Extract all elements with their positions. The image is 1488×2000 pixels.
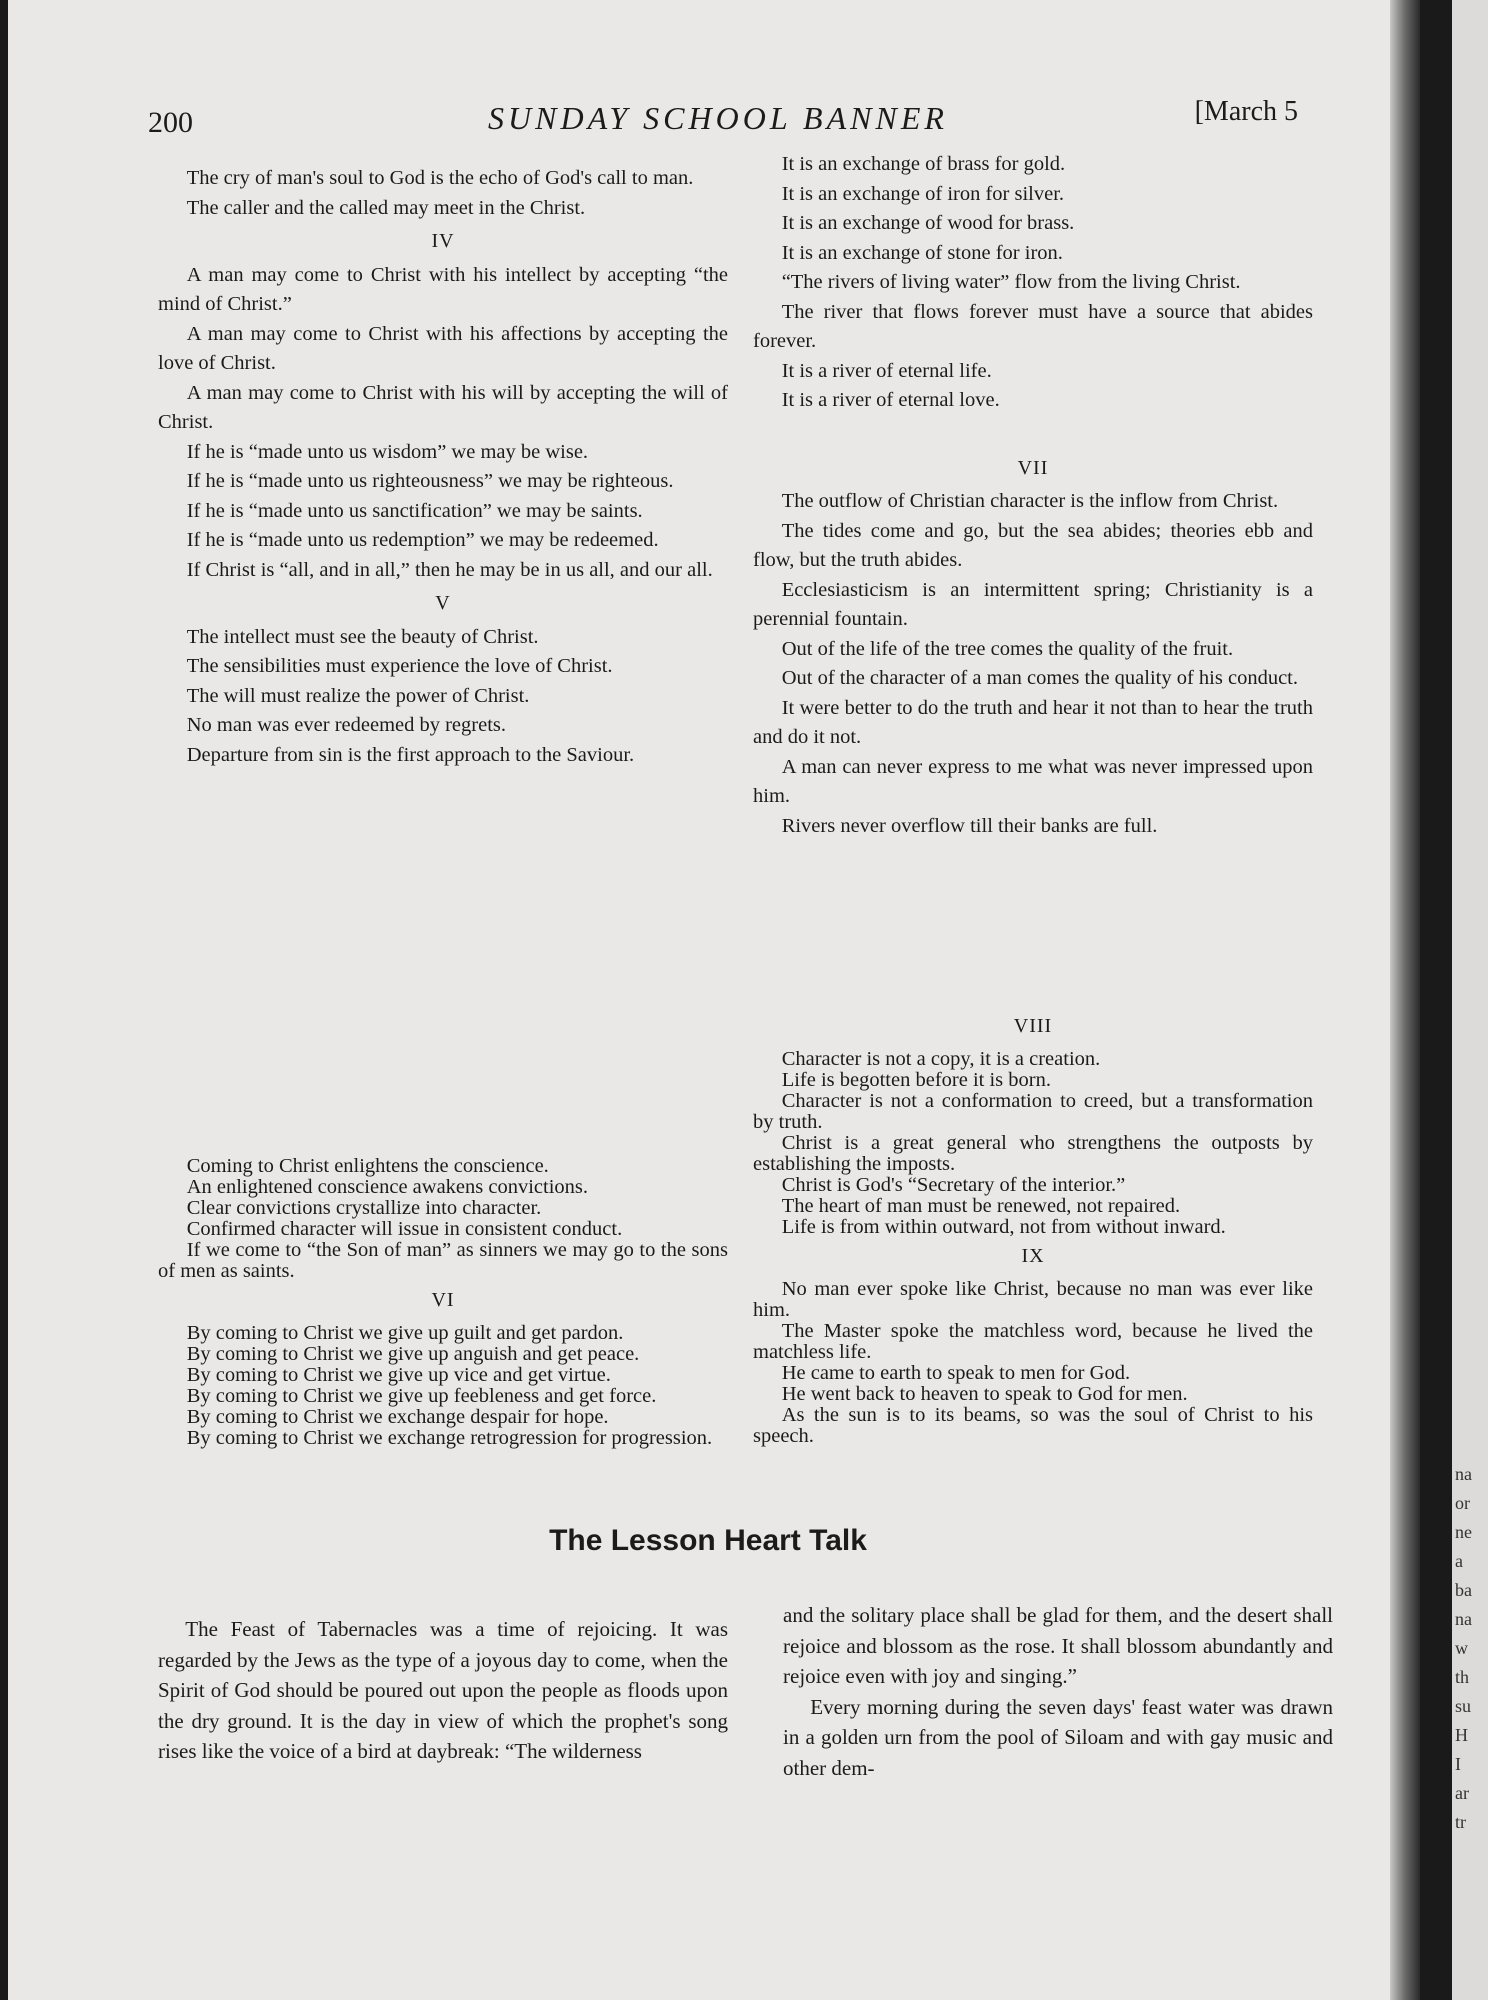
paragraph: Rivers never overflow till their banks are full. [781,814,1158,837]
paragraph: No man was ever redeemed by regrets. [186,714,507,736]
paragraph: The caller and the called may meet in the Christ. [186,196,586,219]
paragraph: The Master spoke the matchless word, because he lived the matchless life. [753,1320,1313,1363]
text-fragment: or [1455,1493,1470,1513]
left-column-upper [158,164,728,770]
section-heading-iv: IV [431,230,455,252]
paragraph: If he is “made unto us wisdom” we may be wise. [186,440,589,463]
page-number: 200 [148,106,193,139]
paragraph: If Christ is “all, and in all,” then he may be in us all, and our all. [186,558,713,581]
paragraph: The Feast of Tabernacles was a time of rejoicing. It was regarded by the Jews as the type of a joyous day to come, when the Spirit of God should be poured out upon the people as floods upon the dry ground. It is the day in view of which the prophet's song rises like the voice of a bird at daybreak: “The wilderness [158,1617,728,1763]
text-fragment: ar [1455,1783,1469,1803]
paragraph: Out of the life of the tree comes the quality of the fruit. [781,637,1234,660]
text-fragment: H [1455,1725,1468,1745]
paragraph: He came to earth to speak to men for God. [781,1362,1131,1384]
paragraph: By coming to Christ we give up anguish and get peace. [186,1343,640,1365]
right-column-upper [753,150,1313,841]
journal-title: SUNDAY SCHOOL BANNER [488,100,948,136]
paragraph: If we come to “the Son of man” as sinners we may go to the sons of men as saints. [158,1239,728,1282]
text-fragment: a [1455,1551,1463,1571]
paragraph: By coming to Christ we give up guilt and get pardon. [186,1322,624,1344]
paragraph: Christ is a great general who strengthens the outposts by establishing the imposts. [753,1132,1313,1175]
text-fragment: su [1455,1696,1472,1716]
section-title: The Lesson Heart Talk [549,1524,867,1557]
paragraph: Confirmed character will issue in consistent conduct. [186,1218,623,1240]
book-gutter [1390,0,1420,2000]
issue-date: [March 5 [1194,96,1298,127]
paragraph: Out of the character of a man comes the quality of his conduct. [781,667,1298,689]
section-heading-viii: VIII [1013,1015,1053,1037]
paragraph: Character is not a conformation to creed, but a transformation by truth. [753,1090,1313,1133]
section-heading-ix: IX [1021,1245,1045,1267]
paragraph: By coming to Christ we give up vice and get virtue. [186,1364,611,1386]
paragraph: It is a river of eternal love. [781,389,1000,411]
paragraph: The sensibilities must experience the love of Christ. [186,655,613,677]
paragraph: The heart of man must be renewed, not repaired. [781,1195,1181,1217]
paragraph: If he is “made unto us sanctification” we may be saints. [186,499,643,522]
text-fragment: na [1455,1464,1472,1484]
paragraph: It is an exchange of wood for brass. [781,212,1075,234]
paragraph: Clear convictions crystallize into character. [186,1197,542,1219]
paragraph: The cry of man's soul to God is the echo of God's call to man. [186,167,694,189]
paragraph: The intellect must see the beauty of Christ. [186,625,539,648]
paragraph: and the solitary place shall be glad for them, and the desert shall rejoice and blossom as the rose. It shall blossom abundantly and rejoice even with joy and singing.” [783,1603,1333,1688]
paragraph: If he is “made unto us righteousness” we may be righteous. [186,470,674,492]
text-fragment: na [1455,1609,1472,1629]
paragraph: Ecclesiasticism is an intermittent spring; Christianity is a perennial fountain. [753,578,1313,630]
paragraph: A man may come to Christ with his intellect by accepting “the mind of Christ.” [158,263,728,315]
text-fragment: th [1455,1667,1470,1687]
text-fragment: I [1455,1754,1461,1774]
paragraph: An enlightened conscience awakens convictions. [186,1176,589,1198]
text-fragment: w [1455,1638,1468,1658]
paragraph: “The rivers of living water” flow from the living Christ. [781,271,1241,293]
heart-talk-right-column [783,1600,1333,1783]
paragraph: It is an exchange of brass for gold. [781,153,1066,175]
paragraph: Life is from within outward, not from without inward. [781,1216,1226,1238]
section-heading-vii: VII [1017,456,1049,479]
magazine-page [8,0,1408,2000]
heart-talk-left-column [158,1614,728,1767]
paragraph: If he is “made unto us redemption” we may be redeemed. [186,529,659,551]
paragraph: No man ever spoke like Christ, because no man was ever like him. [753,1278,1313,1321]
paragraph: The tides come and go, but the sea abides; theories ebb and flow, but the truth abides. [753,519,1313,571]
paragraph: As the sun is to its beams, so was the soul of Christ to his speech. [753,1404,1313,1447]
paragraph: Life is begotten before it is born. [781,1069,1051,1091]
paragraph: He went back to heaven to speak to God for men. [781,1383,1188,1405]
paragraph: It is a river of eternal life. [781,359,992,382]
right-column-lower [753,1008,1313,1447]
section-heading-v: V [435,592,451,614]
paragraph: A man can never express to me what was never impressed upon him. [753,755,1313,807]
paragraph: It is an exchange of iron for silver. [781,182,1065,205]
paragraph: By coming to Christ we exchange despair for hope. [186,1406,609,1428]
text-fragment: ba [1455,1580,1472,1600]
paragraph: By coming to Christ we give up feebleness and get force. [186,1385,657,1407]
paragraph: Every morning during the seven days' feast water was drawn in a golden urn from the pool of Siloam and with gay music and other dem- [783,1694,1333,1780]
text-fragment: ne [1455,1522,1472,1542]
paragraph: The outflow of Christian character is the inflow from Christ. [781,490,1279,512]
paragraph: A man may come to Christ with his affections by accepting the love of Christ. [158,322,728,374]
page-header [148,92,1298,142]
paragraph: By coming to Christ we exchange retrogression for progression. [186,1427,713,1449]
paragraph: Christ is God's “Secretary of the interior.” [781,1174,1126,1196]
paragraph: It is an exchange of stone for iron. [781,241,1063,264]
paragraph: A man may come to Christ with his will by accepting the will of Christ. [158,381,728,433]
left-column-lower [158,1156,728,1449]
section-heading-vi: VI [431,1289,455,1311]
paragraph: It were better to do the truth and hear it not than to hear the truth and do it not. [753,696,1313,748]
paragraph: Character is not a copy, it is a creation. [781,1048,1101,1070]
paragraph: The river that flows forever must have a source that abides forever. [753,300,1313,352]
paragraph: The will must realize the power of Christ. [186,684,530,707]
paragraph: Departure from sin is the first approach to the Saviour. [186,743,635,766]
paragraph: Coming to Christ enlightens the conscience. [186,1155,549,1177]
next-page-fragments [1455,1460,1488,1837]
text-fragment: tr [1455,1812,1466,1832]
